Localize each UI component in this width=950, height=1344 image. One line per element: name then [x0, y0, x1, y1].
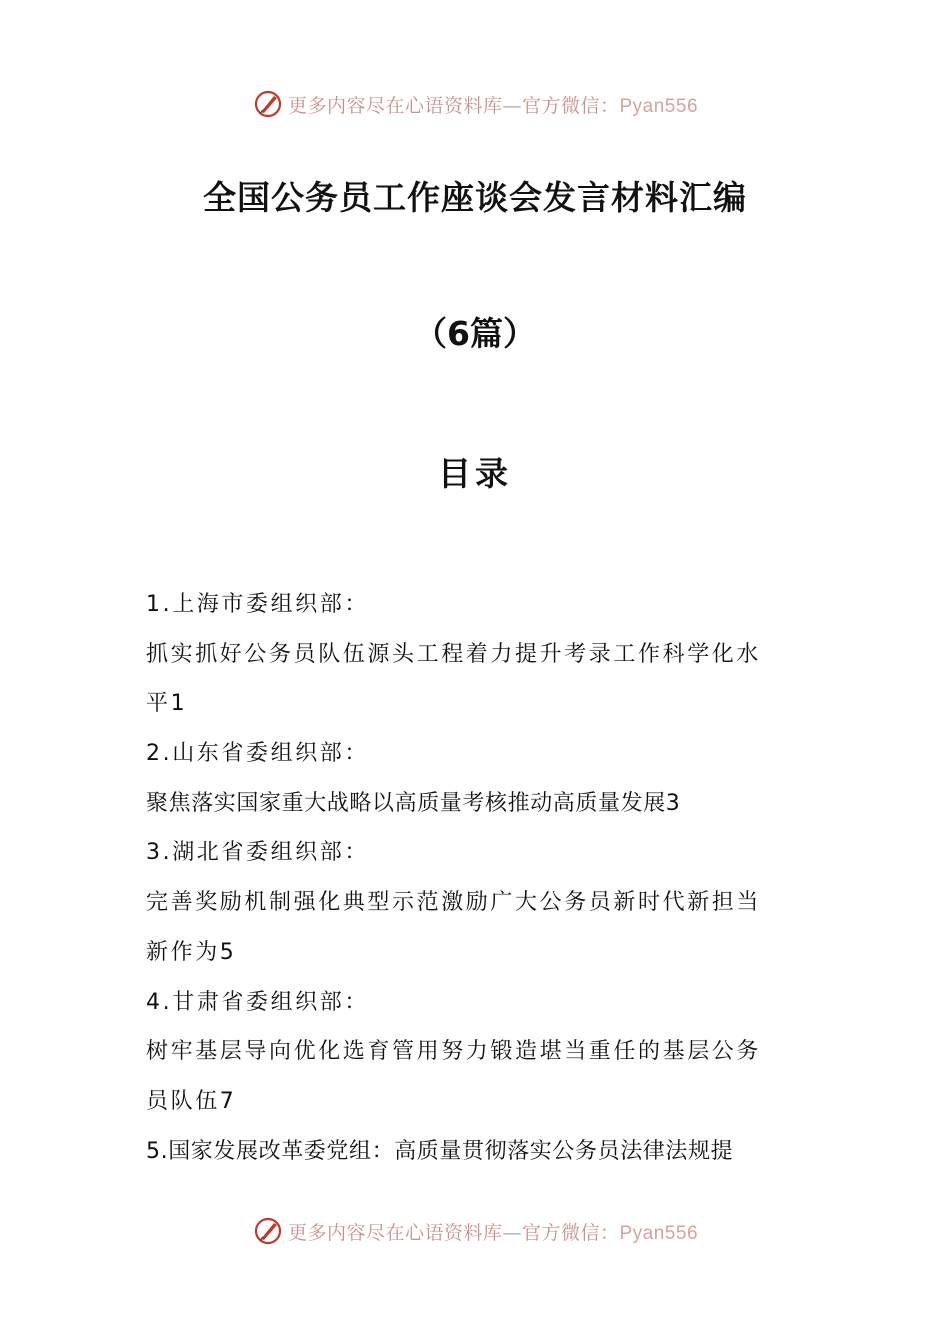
- quill-logo-icon: [252, 88, 284, 120]
- toc-line: 员队伍7: [146, 1088, 237, 1114]
- toc-line: 5.国家发展改革委党组：高质量贯彻落实公务员法律法规提: [146, 1138, 734, 1164]
- toc-line: 聚焦落实国家重大战略以高质量考核推动高质量发展3: [146, 790, 681, 816]
- toc-line: 4.甘肃省委组织部：: [146, 989, 369, 1015]
- table-of-contents: [146, 580, 808, 1176]
- toc-line: 平1: [146, 691, 188, 717]
- watermark-header: [0, 84, 950, 124]
- toc-line: 完善奖励机制强化典型示范激励广大公务员新时代新担当: [146, 890, 762, 916]
- toc-line: 2.山东省委组织部：: [146, 741, 369, 767]
- toc-line: 树牢基层导向优化选育管用努力锻造堪当重任的基层公务: [146, 1039, 762, 1065]
- watermark-text: 更多内容尽在心语资料库—官方微信：Pyan556: [287, 1221, 699, 1244]
- document-subtitle: （6篇）: [414, 314, 536, 353]
- toc-line: 3.湖北省委组织部：: [146, 840, 369, 866]
- watermark-footer: [0, 1211, 950, 1251]
- toc-line: 抓实抓好公务员队伍源头工程着力提升考录工作科学化水: [146, 641, 762, 667]
- toc-heading: 目录: [438, 454, 512, 493]
- quill-logo-icon: [252, 1215, 284, 1247]
- document-title: 全国公务员工作座谈会发言材料汇编: [203, 178, 747, 217]
- toc-line: 1.上海市委组织部：: [146, 592, 369, 617]
- toc-line: 新作为5: [146, 939, 237, 965]
- watermark-text: 更多内容尽在心语资料库—官方微信：Pyan556: [287, 94, 699, 117]
